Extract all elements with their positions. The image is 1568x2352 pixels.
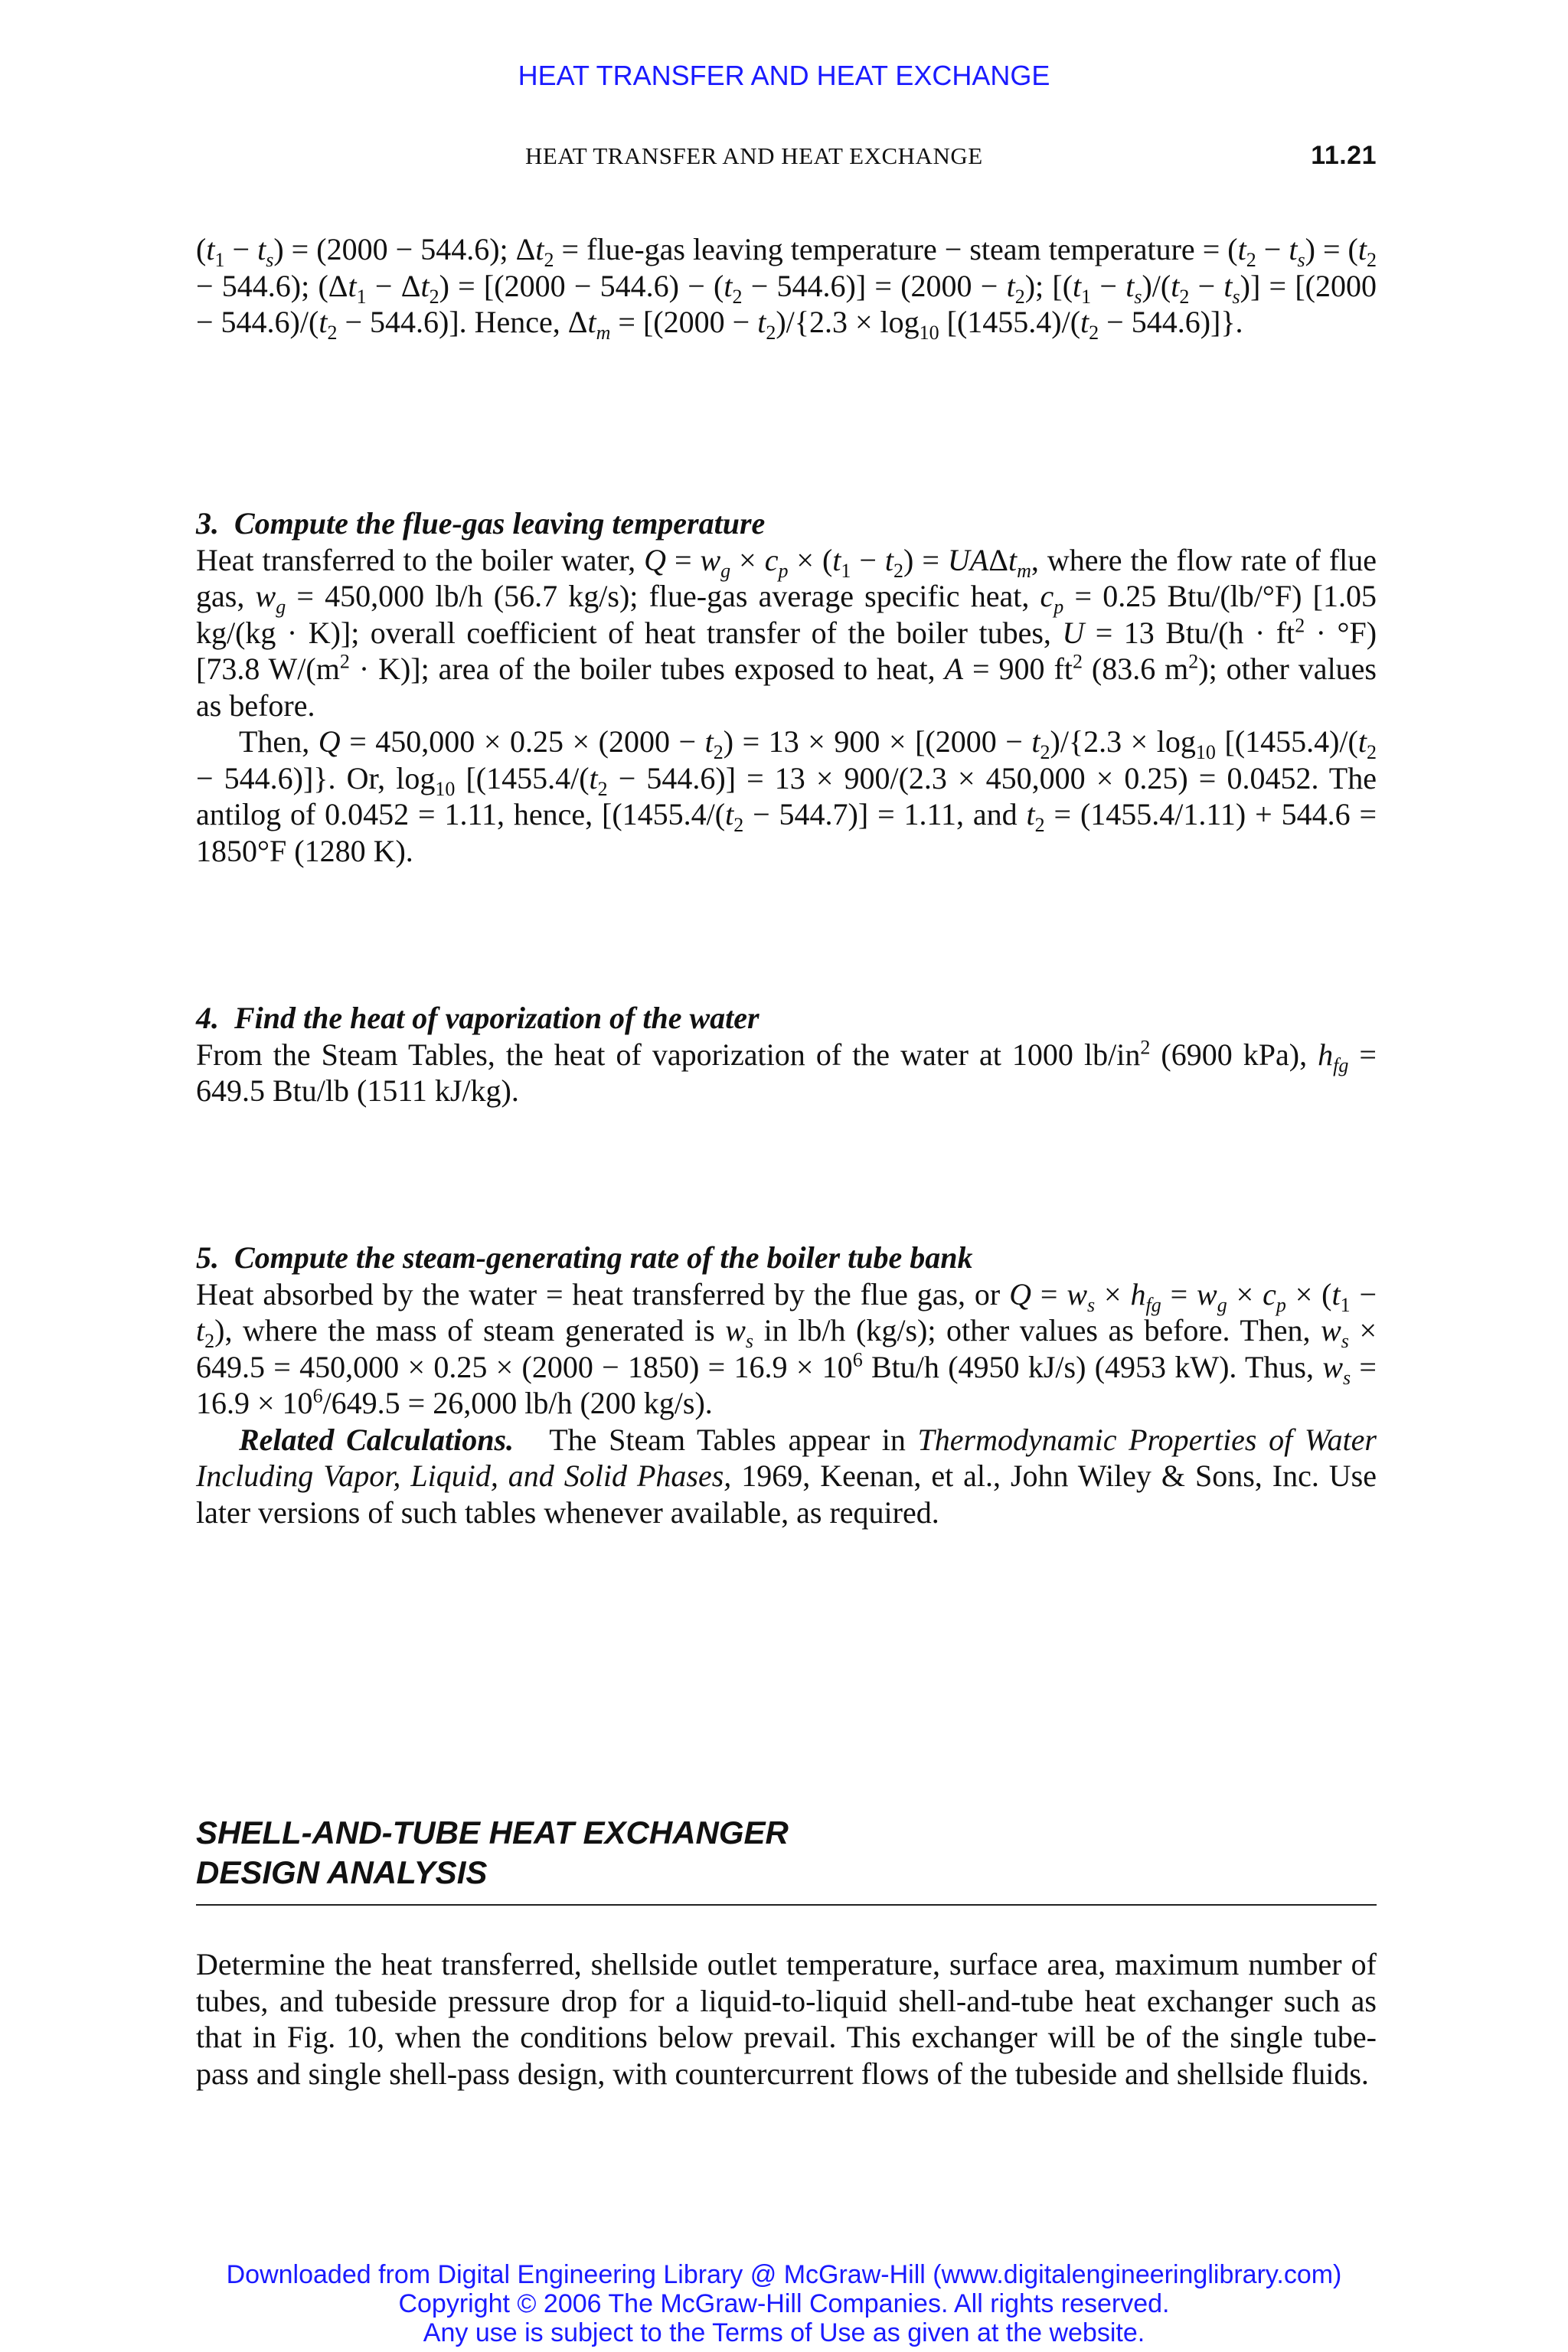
footer-download-link[interactable]: Downloaded from Digital Engineering Library @ McGraw-Hill (www.digitalengineeringlibrary.com) [226, 2260, 1342, 2289]
section-title-line: DESIGN ANALYSIS [196, 1854, 488, 1890]
running-head-title: HEAT TRANSFER AND HEAT EXCHANGE [525, 142, 983, 169]
footer [0, 2260, 1568, 2347]
paragraph-text: Determine the heat transferred, shellside outlet temperature, surface area, maximum number of tubes, and tubeside pressure drop for a liquid-to-liquid shell-and-tube heat exchanger such as that in Fig. 10, when the conditions below prevail. This exchanger will be of the single tube-pass and single shell-pass design, with countercurrent flows of the tubeside and shellside fluids. [196, 1947, 1377, 2091]
step-5 [196, 1240, 1377, 1530]
paragraph-text: Heat absorbed by the water = heat transferred by the flue gas, or $Q = w_s \times h_{fg} = w_g \times c_p \times (t_1 - t_2)$, where the mass of steam generated is $w_s$ in lb/h (kg/s); other values as before. Then, $w_s \times 649.5 = 450,000 \times 0.25 \times (2000 - 1850) = 16.9 \times 10^6$ Btu/h (4950 kJ/s) (4953 kW). Thus, $w_s = 16.9 \times 10^6/649.5 = 26,000$ lb/h (200 kg/s). [196, 1276, 1377, 1420]
footer-terms: Any use is subject to the Terms of Use as given at the website. [423, 2318, 1145, 2347]
step-3 [196, 505, 1377, 869]
page-number: 11.21 [1311, 141, 1377, 170]
related-calculations: Related Calculations. The Steam Tables appear in Thermodynamic Properties of Water Including Vapor, Liquid, and Solid Phases, 1969, Keenan, et al., John Wiley & Sons, Inc. Use later versions of such tables whenever available, as required. [196, 1422, 1377, 1530]
footer-copyright: Copyright © 2006 The McGraw-Hill Companies. All rights reserved. [398, 2289, 1170, 2318]
section-title [196, 1813, 1377, 1893]
section-divider [196, 1904, 1377, 1906]
paragraph-text: From the Steam Tables, the heat of vaporization of the water at 1000 $lb/in^2$ (6900 kPa), $h_{fg} = 649.5$ Btu/lb (1511 kJ/kg). [196, 1036, 1377, 1108]
step-heading: 3. Compute the flue-gas leaving temperature [196, 506, 766, 541]
section-title-line: SHELL-AND-TUBE HEAT EXCHANGER [196, 1815, 789, 1851]
banner-title: HEAT TRANSFER AND HEAT EXCHANGE [518, 60, 1050, 91]
paragraph-text: $(t_1 - t_s) = (2000 - 544.6)$; $\Delta t_2$ = flue-gas leaving temperature − steam temperature = $(t_2 - t_s) = (t_2 - 544.6)$; $(\Delta t_1 - \Delta t_2) = [(2000 - 544.6) - (t_2 - 544.6)] = (2000 - t_2)$; $[(t_1 - t_s)/(t_2 - t_s)] = [(2000 - 544.6)/(t_2 - 544.6)]$. Hence, $\Delta t_m = [(2000 - t_2)/\{2.3 \times \log_{10} [(1455.4)/(t_2 - 544.6)]\}$. [196, 232, 1377, 344]
step-4 [196, 1000, 1377, 1109]
step-heading: 4. Find the heat of vaporization of the water [196, 1001, 760, 1035]
paragraph-continued [196, 231, 1377, 344]
paragraph-text: Then, $Q = 450,000 \times 0.25 \times (2000 - t_2) = 13 \times 900 \times [(2000 - t_2)/\{2.3 \times \log_{10} [(1455.4)/(t_2 - 544.6)]\}$. Or, $\log_{10} [(1455.4/(t_2 - 544.6)] = 13 \times 900/(2.3 \times 450,000 \times 0.25) = 0.0452$. The antilog of 0.0452 = 1.11, hence, [$(1455.4/(t_2 - 544.7)] = 1.11$, and $t_2 = (1455.4/1.11) + 544.6 = 1850^\circ F$ (1280 K). [196, 724, 1377, 868]
section-body [196, 1946, 1377, 2092]
step-heading: 5. Compute the steam-generating rate of the boiler tube bank [196, 1240, 973, 1275]
paragraph-text: Heat transferred to the boiler water, $Q = w_g \times c_p \times (t_1 - t_2) = UA\Delta t_m$, where the flow rate of flue gas, $w_g = 450,000$ lb/h (56.7 kg/s); flue-gas average specific heat, $c_p = 0.25$ Btu/(lb/°F) [1.05 kg/(kg · K)]; overall coefficient of heat transfer of the boiler tubes, U = 13 $Btu/(h \cdot ft^2 \cdot ^\circ F)$ [73.8 $W/(m^2 \cdot K)$]; area of the boiler tubes exposed to heat, A = 900 $ft^2$ (83.6 $m^2$); other values as before. [196, 542, 1377, 723]
